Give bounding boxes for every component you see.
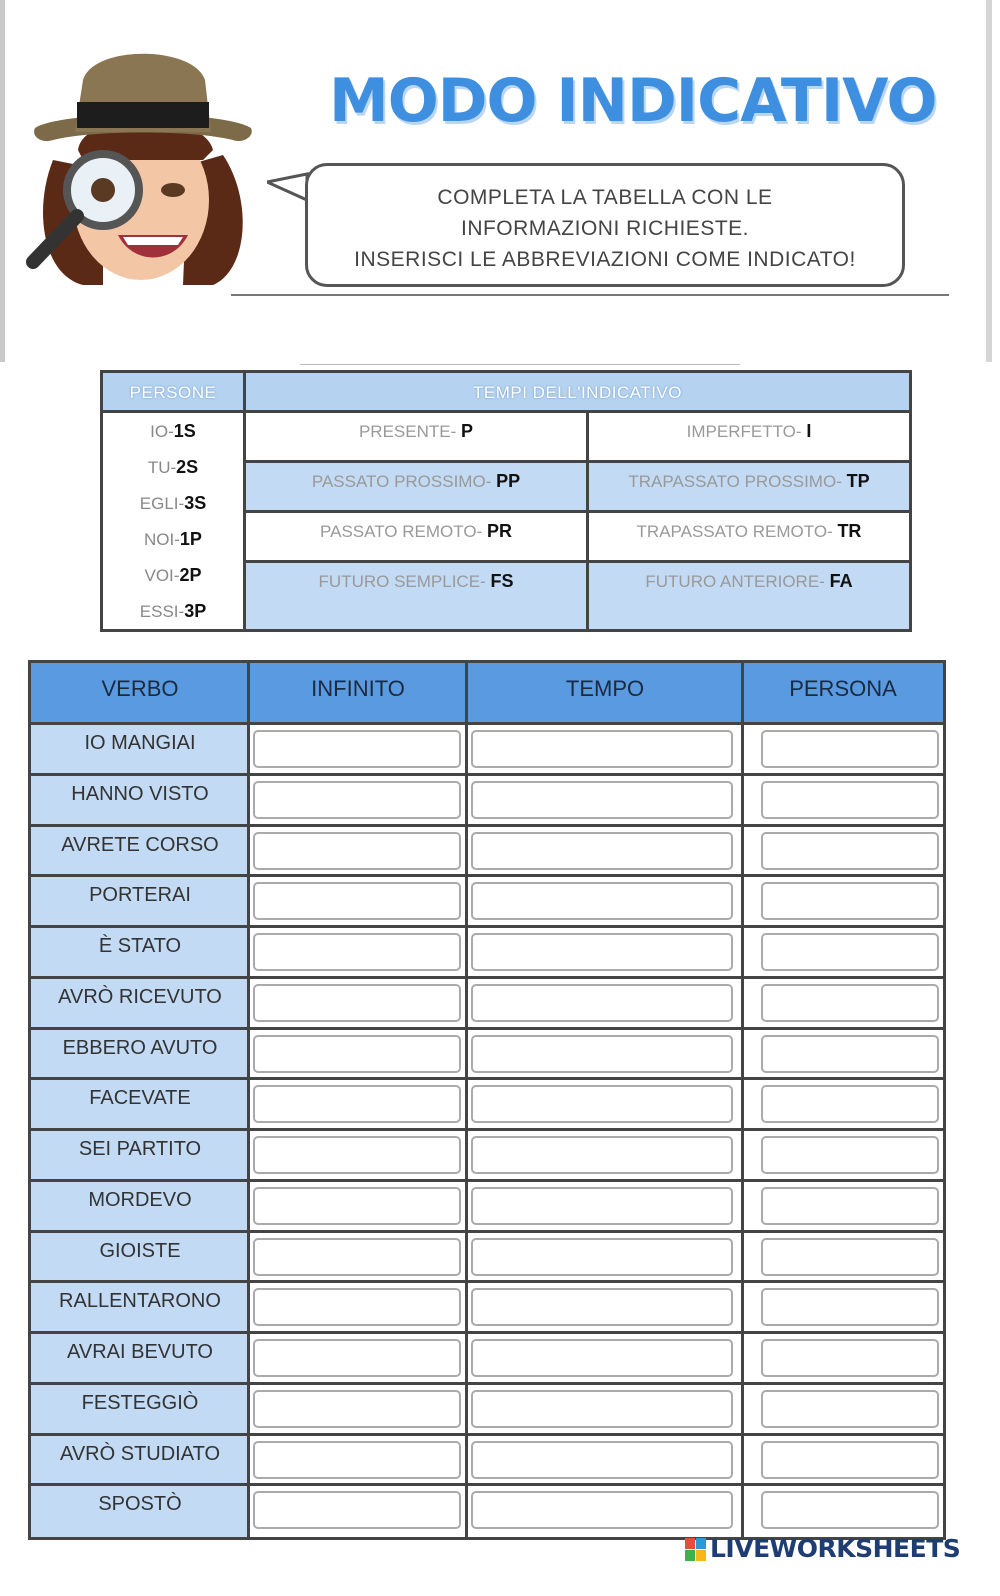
persona-input[interactable] [761, 1136, 939, 1174]
column-header-verbo: VERBO [31, 663, 249, 725]
infinito-input[interactable] [253, 1288, 461, 1326]
tense-item: TRAPASSATO PROSSIMO- TP [586, 463, 909, 513]
tempo-input[interactable] [471, 984, 733, 1022]
infinito-input[interactable] [253, 832, 461, 870]
person-item: VOI-2P [144, 565, 202, 585]
legend-table [100, 370, 912, 632]
persona-input[interactable] [761, 1441, 939, 1479]
page-title: MODO INDICATIVO [329, 66, 937, 136]
tempo-input[interactable] [471, 1441, 733, 1479]
table-row [31, 1436, 943, 1487]
verb-label: È STATO [31, 928, 249, 976]
verb-label: GIOISTE [31, 1233, 249, 1281]
infinito-input[interactable] [253, 781, 461, 819]
verb-label: FESTEGGIÒ [31, 1385, 249, 1433]
table-row [31, 776, 943, 827]
tempo-input[interactable] [471, 1491, 733, 1529]
persona-input[interactable] [761, 1339, 939, 1377]
table-row [31, 1030, 943, 1081]
instruction-line: INFORMAZIONI RICHIESTE. [460, 217, 749, 240]
person-item: EGLI-3S [139, 493, 207, 513]
infinito-input[interactable] [253, 882, 461, 920]
instruction-line: INSERISCI LE ABBREVIAZIONI COME INDICATO! [354, 248, 856, 271]
tempo-input[interactable] [471, 832, 733, 870]
infinito-input[interactable] [253, 984, 461, 1022]
table-row [31, 1486, 943, 1537]
column-header-tempo: TEMPO [467, 663, 743, 725]
infinito-input[interactable] [253, 933, 461, 971]
person-item: ESSI-3P [139, 601, 207, 621]
verb-label: SPOSTÒ [31, 1486, 249, 1537]
infinito-input[interactable] [253, 1390, 461, 1428]
table-row [31, 1283, 943, 1334]
tense-item: FUTURO SEMPLICE- FS [246, 563, 586, 629]
infinito-input[interactable] [253, 1339, 461, 1377]
tempo-input[interactable] [471, 1085, 733, 1123]
person-item: IO-1S [150, 421, 196, 441]
infinito-input[interactable] [253, 1136, 461, 1174]
persona-input[interactable] [761, 1288, 939, 1326]
verb-label: IO MANGIAI [31, 725, 249, 773]
persona-input[interactable] [761, 933, 939, 971]
persona-input[interactable] [761, 1085, 939, 1123]
verb-label: HANNO VISTO [31, 776, 249, 824]
table-row [31, 979, 943, 1030]
instructions-bubble [305, 163, 905, 287]
divider [231, 294, 949, 296]
persona-input[interactable] [761, 1187, 939, 1225]
table-row [31, 1182, 943, 1233]
verb-label: AVRAI BEVUTO [31, 1334, 249, 1382]
table-row [31, 827, 943, 878]
table-row [31, 1385, 943, 1436]
exercise-table [28, 660, 946, 1540]
persona-input[interactable] [761, 1238, 939, 1276]
table-row [31, 1080, 943, 1131]
verb-label: AVRÒ RICEVUTO [31, 979, 249, 1027]
persona-input[interactable] [761, 1035, 939, 1073]
infinito-input[interactable] [253, 1085, 461, 1123]
person-item: TU-2S [147, 457, 199, 477]
verb-label: AVRÒ STUDIATO [31, 1436, 249, 1484]
tense-item: PASSATO PROSSIMO- PP [246, 463, 586, 513]
column-divider [247, 663, 250, 1537]
infinito-input[interactable] [253, 1491, 461, 1529]
column-header-infinito: INFINITO [249, 663, 467, 725]
table-row [31, 1233, 943, 1284]
table-row [31, 928, 943, 979]
tempo-input[interactable] [471, 1187, 733, 1225]
infinito-input[interactable] [253, 1238, 461, 1276]
person-item: NOI-1P [144, 529, 202, 549]
verb-label: RALLENTARONO [31, 1283, 249, 1331]
persons-list [103, 413, 246, 629]
tempo-input[interactable] [471, 781, 733, 819]
infinito-input[interactable] [253, 1035, 461, 1073]
verb-label: SEI PARTITO [31, 1131, 249, 1179]
tempo-input[interactable] [471, 882, 733, 920]
verb-label: AVRETE CORSO [31, 827, 249, 875]
tempo-input[interactable] [471, 1339, 733, 1377]
table-row [31, 725, 943, 776]
table-row [31, 877, 943, 928]
persona-input[interactable] [761, 832, 939, 870]
detective-avatar-icon [23, 40, 263, 290]
liveworksheets-logo-icon [685, 1538, 707, 1562]
verb-label: FACEVATE [31, 1080, 249, 1128]
tense-item: FUTURO ANTERIORE- FA [586, 563, 909, 629]
persona-input[interactable] [761, 781, 939, 819]
persons-header: PERSONE [103, 373, 246, 413]
persona-input[interactable] [761, 1390, 939, 1428]
tense-item: PRESENTE- P [246, 413, 586, 463]
table-row [31, 1334, 943, 1385]
instruction-line: COMPLETA LA TABELLA CON LE [437, 186, 773, 209]
tempo-input[interactable] [471, 1035, 733, 1073]
verb-label: EBBERO AVUTO [31, 1030, 249, 1078]
tempo-input[interactable] [471, 933, 733, 971]
tenses-header: TEMPI DELL'INDICATIVO [246, 373, 909, 413]
tempo-input[interactable] [471, 730, 733, 768]
tense-item: IMPERFETTO- I [586, 413, 909, 463]
tempo-input[interactable] [471, 1390, 733, 1428]
tense-item: TRAPASSATO REMOTO- TR [586, 513, 909, 563]
tempo-input[interactable] [471, 1136, 733, 1174]
persona-input[interactable] [761, 1491, 939, 1529]
top-panel [0, 0, 992, 362]
divider [300, 364, 740, 365]
persona-input[interactable] [761, 730, 939, 768]
persona-input[interactable] [761, 882, 939, 920]
persona-input[interactable] [761, 984, 939, 1022]
column-divider [465, 663, 468, 1537]
tempo-input[interactable] [471, 1288, 733, 1326]
verb-label: MORDEVO [31, 1182, 249, 1230]
infinito-input[interactable] [253, 1187, 461, 1225]
column-header-persona: PERSONA [743, 663, 943, 725]
table-row [31, 1131, 943, 1182]
infinito-input[interactable] [253, 1441, 461, 1479]
brand-name: LIVEWORKSHEETS [710, 1534, 961, 1563]
column-divider [741, 663, 744, 1537]
tense-item: PASSATO REMOTO- PR [246, 513, 586, 563]
tempo-input[interactable] [471, 1238, 733, 1276]
verb-label: PORTERAI [31, 877, 249, 925]
infinito-input[interactable] [253, 730, 461, 768]
